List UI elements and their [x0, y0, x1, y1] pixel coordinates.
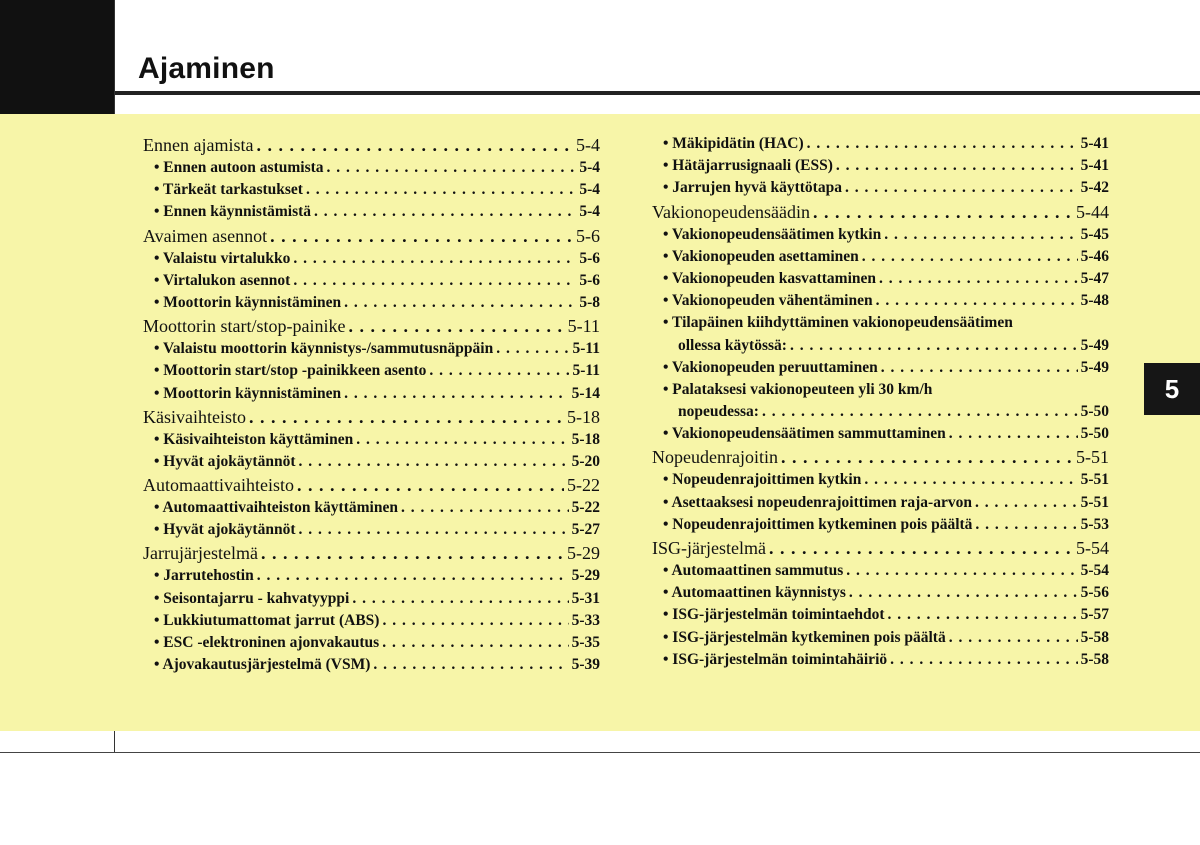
- toc-entry-label: • Palataksesi vakionopeuteen yli 30 km/h: [663, 380, 933, 398]
- toc-subsection-entry[interactable]: [143, 292, 600, 314]
- toc-section-entry[interactable]: [143, 133, 600, 157]
- title-underline: [115, 91, 1200, 95]
- toc-page-number: 5-56: [1080, 584, 1109, 602]
- toc-entry-label: • Valaistu moottorin käynnistys-/sammutusnäppäin: [154, 340, 494, 358]
- dot-leader: [949, 423, 1078, 445]
- dot-leader: [975, 492, 1078, 514]
- toc-entry-label: Ennen ajamista: [143, 135, 254, 155]
- toc-page-number: 5-50: [1080, 403, 1109, 421]
- toc-subsection-entry[interactable]: [652, 514, 1109, 536]
- toc-subsection-entry[interactable]: [652, 423, 1109, 445]
- toc-entry-label: • Hätäjarrusignaali (ESS): [663, 157, 833, 175]
- toc-entry-label: • Ajovakautusjärjestelmä (VSM): [154, 656, 371, 674]
- toc-entry-label: • Jarrujen hyvä käyttötapa: [663, 179, 842, 197]
- toc-subsection-entry[interactable]: [652, 469, 1109, 491]
- toc-section-entry[interactable]: [143, 224, 600, 248]
- toc-page-number: 5-51: [1076, 447, 1109, 468]
- dot-leader: [849, 582, 1078, 604]
- toc-entry-label: • Ennen käynnistämistä: [154, 203, 312, 221]
- dot-leader: [257, 565, 569, 587]
- toc-entry-label: • Vakionopeuden kasvattaminen: [663, 269, 877, 287]
- toc-subsection-entry[interactable]: [143, 157, 600, 179]
- toc-entry-label: • Tärkeät tarkastukset: [154, 181, 303, 199]
- toc-page-number: 5-49: [1080, 358, 1109, 376]
- toc-entry-label: Vakionopeudensäädin: [652, 201, 810, 222]
- dot-leader: [429, 360, 569, 382]
- toc-subsection-entry[interactable]: [143, 519, 600, 541]
- toc-entry-label: • Mäkipidätin (HAC): [663, 135, 804, 152]
- toc-entry-label: • Hyvät ajokäytännöt: [154, 521, 296, 539]
- toc-subsection-entry[interactable]: [143, 429, 600, 451]
- toc-page-number: 5-57: [1080, 606, 1109, 624]
- toc-entry-label: • Automaattinen sammutus: [663, 562, 844, 579]
- dot-leader: [382, 632, 568, 654]
- toc-page-number: 5-18: [571, 430, 600, 448]
- toc-page-number: 5-48: [1080, 292, 1109, 310]
- toc-subsection-entry[interactable]: [143, 360, 600, 382]
- toc-subsection-entry[interactable]: [143, 383, 600, 405]
- toc-entry-label: Avaimen asennot: [143, 225, 268, 246]
- toc-entry-label: • Moottorin käynnistäminen: [154, 293, 342, 311]
- toc-page-number: 5-11: [572, 362, 600, 380]
- toc-page-number: 5-11: [567, 316, 600, 337]
- toc-entry-label: • Automaattinen käynnistys: [663, 584, 846, 602]
- dot-leader: [373, 654, 568, 676]
- dot-leader: [293, 270, 576, 292]
- toc-section-entry[interactable]: [143, 405, 600, 429]
- bottom-rule: [0, 752, 1200, 753]
- toc-entry-label: • Automaattivaihteiston käyttäminen: [154, 499, 398, 517]
- toc-subsection-entry[interactable]: [143, 588, 600, 610]
- toc-subsection-entry[interactable]: [652, 312, 1109, 334]
- toc-page-number: 5-33: [571, 611, 600, 629]
- dot-leader: [299, 519, 569, 541]
- toc-page-number: 5-14: [571, 384, 600, 402]
- toc-subsection-entry[interactable]: [652, 649, 1109, 671]
- toc-section-entry[interactable]: [143, 314, 600, 338]
- dot-leader: [836, 155, 1078, 177]
- toc-page-number: 5-41: [1080, 135, 1109, 152]
- toc-subsection-entry[interactable]: [143, 497, 600, 519]
- dot-leader: [401, 497, 569, 519]
- dot-leader: [888, 604, 1078, 626]
- toc-subsection-entry[interactable]: [143, 610, 600, 632]
- toc-entry-label: • Seisontajarru - kahvatyyppi: [154, 589, 350, 607]
- toc-column-left: [143, 133, 600, 676]
- toc-subsection-entry[interactable]: [652, 379, 1109, 401]
- toc-subsection-entry[interactable]: [652, 155, 1109, 177]
- chapter-tab: 5: [1144, 363, 1200, 415]
- toc-page-number: 5-39: [571, 656, 600, 674]
- toc-entry-label: • Tilapäinen kiihdyttäminen vakionopeudensäätimen: [663, 314, 1013, 332]
- toc-page-number: 5-4: [579, 159, 600, 176]
- toc-entry-label: • Käsivaihteiston käyttäminen: [154, 430, 354, 448]
- toc-page-number: 5-18: [567, 406, 600, 427]
- toc-entry-label: • Moottorin käynnistäminen: [154, 384, 342, 402]
- toc-subsection-entry[interactable]: [143, 565, 600, 587]
- toc-entry-label: • Nopeudenrajoittimen kytkin: [663, 471, 862, 489]
- dot-leader: [762, 401, 1078, 423]
- toc-page-number: 5-54: [1080, 562, 1109, 579]
- toc-subsection-entry[interactable]: [143, 201, 600, 223]
- dot-leader: [249, 405, 564, 429]
- dot-leader: [807, 133, 1078, 155]
- toc-entry-label: • Ennen autoon astumista: [154, 159, 324, 176]
- toc-page-number: 5-20: [571, 452, 600, 470]
- toc-entry-label: • ISG-järjestelmän toimintahäiriö: [663, 650, 888, 668]
- toc-subsection-entry[interactable]: [143, 632, 600, 654]
- toc-page-number: 5-6: [576, 225, 600, 246]
- toc-section-entry[interactable]: [652, 445, 1109, 469]
- toc-page-number: 5-31: [571, 589, 600, 607]
- toc-page-number: 5-22: [571, 499, 600, 517]
- toc-entry-label: • Virtalukon asennot: [154, 271, 291, 289]
- toc-page-number: 5-41: [1080, 157, 1109, 175]
- toc-subsection-entry[interactable]: [652, 224, 1109, 246]
- toc-entry-label: Nopeudenrajoitin: [652, 447, 778, 468]
- dot-leader: [314, 201, 576, 223]
- dot-leader: [846, 560, 1077, 582]
- toc-section-entry[interactable]: [652, 536, 1109, 560]
- toc-subsection-entry[interactable]: [652, 246, 1109, 268]
- toc-subsection-entry[interactable]: [143, 654, 600, 676]
- toc-entry-label: • Asettaaksesi nopeudenrajoittimen raja-arvon: [663, 493, 972, 511]
- toc-entry-label: Moottorin start/stop-painike: [143, 316, 346, 337]
- dot-leader: [845, 177, 1078, 199]
- dot-leader: [879, 268, 1078, 290]
- toc-page-number: 5-47: [1080, 269, 1109, 287]
- toc-page-number: 5-11: [572, 340, 600, 358]
- toc-entry-label: ISG-järjestelmä: [652, 538, 766, 558]
- dot-leader: [344, 383, 568, 405]
- dot-leader: [876, 290, 1078, 312]
- dot-leader: [769, 536, 1073, 560]
- corner-black-block: [0, 0, 114, 114]
- dot-leader: [256, 133, 573, 157]
- toc-entry-label: • Vakionopeuden vähentäminen: [663, 292, 873, 310]
- toc-subsection-entry[interactable]: [652, 133, 1109, 155]
- toc-entry-label: nopeudessa:: [678, 403, 759, 421]
- dot-leader: [344, 292, 576, 314]
- toc-page-number: 5-42: [1080, 179, 1109, 197]
- toc-entry-label: • Vakionopeudensäätimen sammuttaminen: [663, 425, 946, 443]
- toc-entry-label: • Hyvät ajokäytännöt: [154, 452, 296, 470]
- toc-page-number: 5-29: [571, 567, 600, 585]
- toc-page-number: 5-46: [1080, 247, 1109, 265]
- toc-entry-label: • Vakionopeuden peruuttaminen: [663, 358, 878, 376]
- toc-section-entry[interactable]: [143, 473, 600, 497]
- toc-page-number: 5-6: [579, 249, 600, 267]
- dot-leader: [261, 541, 564, 565]
- toc-page-number: 5-4: [576, 135, 600, 155]
- dot-leader: [884, 224, 1077, 246]
- page-title: Ajaminen: [138, 52, 275, 85]
- toc-entry-label: • ISG-järjestelmän kytkeminen pois päältä: [663, 628, 946, 646]
- toc-entry-label: • Lukkiutumattomat jarrut (ABS): [154, 611, 380, 629]
- toc-section-entry[interactable]: [652, 200, 1109, 224]
- toc-subsection-entry[interactable]: [652, 290, 1109, 312]
- toc-subsection-entry[interactable]: [652, 604, 1109, 626]
- dot-leader: [813, 200, 1073, 224]
- dot-leader: [881, 357, 1078, 379]
- toc-page-number: 5-22: [567, 475, 600, 496]
- dot-leader: [293, 248, 576, 270]
- toc-subsection-entry[interactable]: [652, 268, 1109, 290]
- dot-leader: [356, 429, 568, 451]
- toc-page-number: 5-51: [1080, 493, 1109, 511]
- toc-subsection-entry[interactable]: [652, 492, 1109, 514]
- toc-subsection-entry[interactable]: [652, 401, 1109, 423]
- dot-leader: [496, 338, 569, 360]
- dot-leader: [352, 588, 568, 610]
- dot-leader: [864, 469, 1077, 491]
- toc-subsection-entry[interactable]: [143, 179, 600, 201]
- toc-section-entry[interactable]: [143, 541, 600, 565]
- toc-page-number: 5-29: [567, 543, 600, 564]
- toc-subsection-entry[interactable]: [143, 338, 600, 360]
- toc-page-number: 5-49: [1080, 336, 1109, 354]
- toc-subsection-entry[interactable]: [652, 177, 1109, 199]
- dot-leader: [297, 473, 564, 497]
- toc-page-number: 5-53: [1080, 515, 1109, 533]
- toc-subsection-entry[interactable]: [652, 357, 1109, 379]
- toc-entry-label: • ISG-järjestelmän toimintaehdot: [663, 606, 885, 624]
- toc-subsection-entry[interactable]: [652, 560, 1109, 582]
- dot-leader: [306, 179, 576, 201]
- toc-page-number: 5-51: [1080, 471, 1109, 489]
- toc-entry-label: • Nopeudenrajoittimen kytkeminen pois päältä: [663, 515, 973, 533]
- toc-subsection-entry[interactable]: [652, 335, 1109, 357]
- toc-page-number: 5-6: [579, 271, 600, 289]
- toc-column-right: [652, 133, 1109, 671]
- dot-leader: [270, 224, 573, 248]
- toc-subsection-entry[interactable]: [143, 451, 600, 473]
- toc-entry-label: ollessa käytössä:: [678, 336, 787, 354]
- toc-page-number: 5-4: [579, 203, 600, 221]
- toc-subsection-entry[interactable]: [143, 270, 600, 292]
- dot-leader: [890, 649, 1077, 671]
- toc-subsection-entry[interactable]: [652, 582, 1109, 604]
- toc-entry-label: • Vakionopeudensäätimen kytkin: [663, 225, 882, 243]
- dot-leader: [299, 451, 569, 473]
- toc-entry-label: • Vakionopeuden asettaminen: [663, 247, 859, 265]
- toc-entry-label: • Jarrutehostin: [154, 567, 254, 585]
- toc-page-number: 5-58: [1080, 628, 1109, 646]
- toc-page-number: 5-44: [1076, 201, 1109, 222]
- toc-entry-label: • ESC -elektroninen ajonvakautus: [154, 634, 380, 651]
- toc-entry-label: Jarrujärjestelmä: [143, 543, 258, 564]
- toc-page-number: 5-58: [1080, 650, 1109, 668]
- toc-entry-label: • Valaistu virtalukko: [154, 249, 291, 267]
- toc-page-number: 5-54: [1076, 538, 1109, 558]
- dot-leader: [382, 610, 568, 632]
- toc-page-number: 5-45: [1080, 225, 1109, 243]
- toc-page-number: 5-50: [1080, 425, 1109, 443]
- toc-subsection-entry[interactable]: [143, 248, 600, 270]
- toc-page-number: 5-27: [571, 521, 600, 539]
- dot-leader: [348, 314, 564, 338]
- dot-leader: [975, 514, 1077, 536]
- toc-page-number: 5-35: [571, 634, 600, 651]
- dot-leader: [790, 335, 1078, 357]
- toc-page-number: 5-8: [579, 293, 600, 311]
- dot-leader: [862, 246, 1078, 268]
- toc-entry-label: Automaattivaihteisto: [143, 475, 294, 496]
- dot-leader: [781, 445, 1073, 469]
- toc-page-number: 5-4: [579, 181, 600, 199]
- dot-leader: [327, 157, 577, 179]
- toc-subsection-entry[interactable]: [652, 627, 1109, 649]
- toc-entry-label: Käsivaihteisto: [143, 406, 246, 427]
- toc-entry-label: • Moottorin start/stop -painikkeen asento: [154, 362, 427, 380]
- dot-leader: [949, 627, 1078, 649]
